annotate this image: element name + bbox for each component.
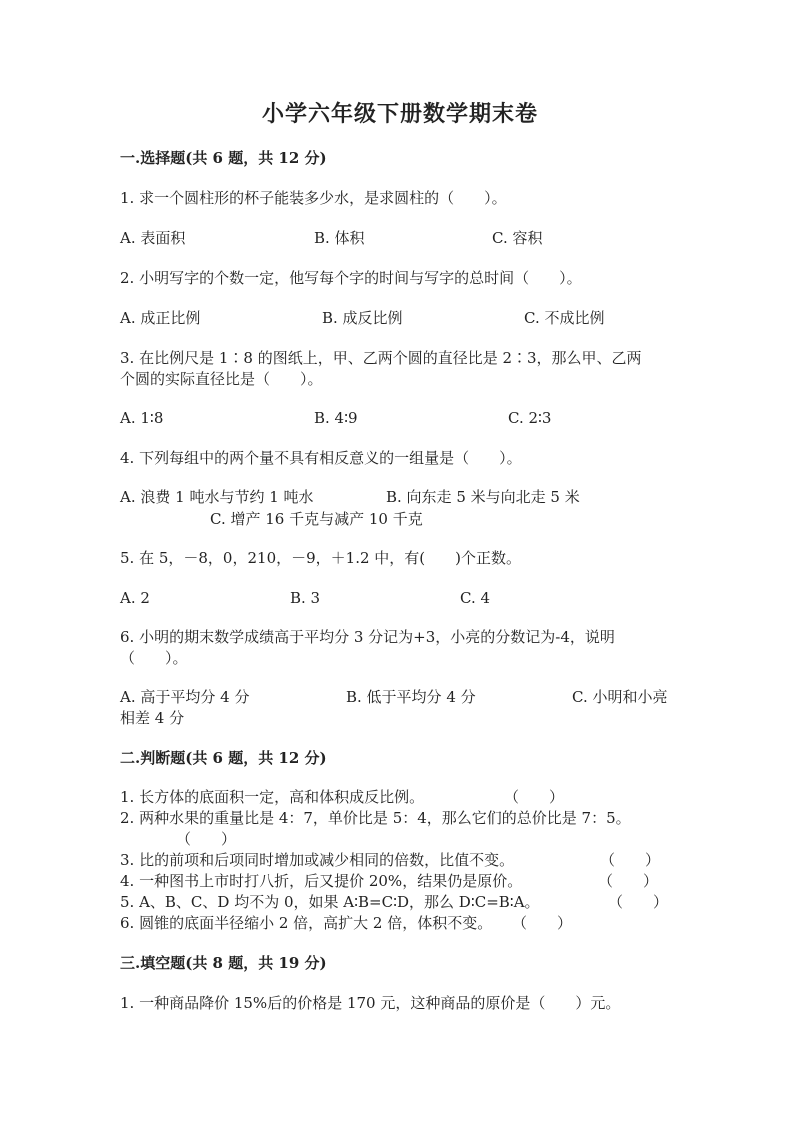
choice-q2-option-b: B. 成反比例 xyxy=(322,309,403,327)
choice-q1-option-a: A. 表面积 xyxy=(120,229,186,247)
choice-q6-option-b: B. 低于平均分 4 分 xyxy=(346,688,476,706)
choice-q2-stem: 2. 小明写字的个数一定，他写每个字的时间与写字的总时间（ ）。 xyxy=(120,269,582,287)
choice-q4-option-b: B. 向东走 5 米与向北走 5 米 xyxy=(386,488,580,506)
choice-q1-stem: 1. 求一个圆柱形的杯子能装多少水，是求圆柱的（ ）。 xyxy=(120,189,507,207)
choice-q5-option-a: A. 2 xyxy=(120,589,150,607)
section-heading-choice: 一.选择题(共 6 题，共 12 分) xyxy=(120,149,327,167)
section-heading-fill: 三.填空题(共 8 题，共 19 分) xyxy=(120,954,327,972)
choice-q2-option-c: C. 不成比例 xyxy=(524,309,605,327)
judge-item-1-paren: （ ） xyxy=(504,788,565,806)
judge-item-5-paren: （ ） xyxy=(608,893,669,911)
choice-q3-option-c: C. 2∶3 xyxy=(508,409,552,427)
choice-q2-option-a: A. 成正比例 xyxy=(120,309,201,327)
choice-q4-option-a: A. 浪费 1 吨水与节约 1 吨水 xyxy=(120,488,314,506)
choice-q6-stem-line2: （ ）。 xyxy=(120,649,188,667)
choice-q3-stem-line1: 3. 在比例尺是 1∶8 的图纸上，甲、乙两个圆的直径比是 2∶3，那么甲、乙两 xyxy=(120,349,642,367)
choice-q5-option-c: C. 4 xyxy=(460,589,491,607)
choice-q3-option-a: A. 1∶8 xyxy=(120,409,164,427)
judge-item-6-text: 6. 圆锥的底面半径缩小 2 倍，高扩大 2 倍，体积不变。 xyxy=(120,914,493,932)
section-heading-judge: 二.判断题(共 6 题，共 12 分) xyxy=(120,749,327,767)
judge-item-3-text: 3. 比的前项和后项同时增加或减少相同的倍数，比值不变。 xyxy=(120,851,515,869)
judge-item-2-paren: （ ） xyxy=(176,830,237,848)
judge-item-3-paren: （ ） xyxy=(600,851,661,869)
fill-q1-text: 1. 一种商品降价 15%后的价格是 170 元，这种商品的原价是（ ）元。 xyxy=(120,994,621,1012)
choice-q6-stem-line1: 6. 小明的期末数学成绩高于平均分 3 分记为+3，小亮的分数记为-4，说明 xyxy=(120,628,615,646)
judge-item-2-text: 2. 两种水果的重量比是 4：7，单价比是 5：4，那么它们的总价比是 7：5。 xyxy=(120,809,631,827)
page-title: 小学六年级下册数学期末卷 xyxy=(261,101,538,127)
choice-q6-option-a: A. 高于平均分 4 分 xyxy=(120,688,250,706)
choice-q5-stem: 5. 在 5，－8，0，210，－9，＋1.2 中，有( )个正数。 xyxy=(120,549,521,567)
judge-item-1-text: 1. 长方体的底面积一定，高和体积成反比例。 xyxy=(120,788,425,806)
choice-q1-option-c: C. 容积 xyxy=(492,229,543,247)
choice-q4-option-c: C. 增产 16 千克与减产 10 千克 xyxy=(210,510,423,528)
choice-q6-option-c-cont: 相差 4 分 xyxy=(120,709,185,727)
judge-item-4-paren: （ ） xyxy=(598,872,659,890)
choice-q1-option-b: B. 体积 xyxy=(314,229,365,247)
judge-item-5-text: 5. A、B、C、D 均不为 0，如果 A∶B=C∶D，那么 D∶C=B∶A。 xyxy=(120,893,540,911)
choice-q4-stem: 4. 下列每组中的两个量不具有相反意义的一组量是（ ）。 xyxy=(120,449,522,467)
choice-q6-option-c: C. 小明和小亮 xyxy=(572,688,668,706)
choice-q3-stem-line2: 个圆的实际直径比是（ ）。 xyxy=(120,370,323,388)
choice-q5-option-b: B. 3 xyxy=(290,589,321,607)
judge-item-6-paren: （ ） xyxy=(512,914,573,932)
choice-q3-option-b: B. 4∶9 xyxy=(314,409,358,427)
judge-item-4-text: 4. 一种图书上市时打八折，后又提价 20%，结果仍是原价。 xyxy=(120,872,523,890)
